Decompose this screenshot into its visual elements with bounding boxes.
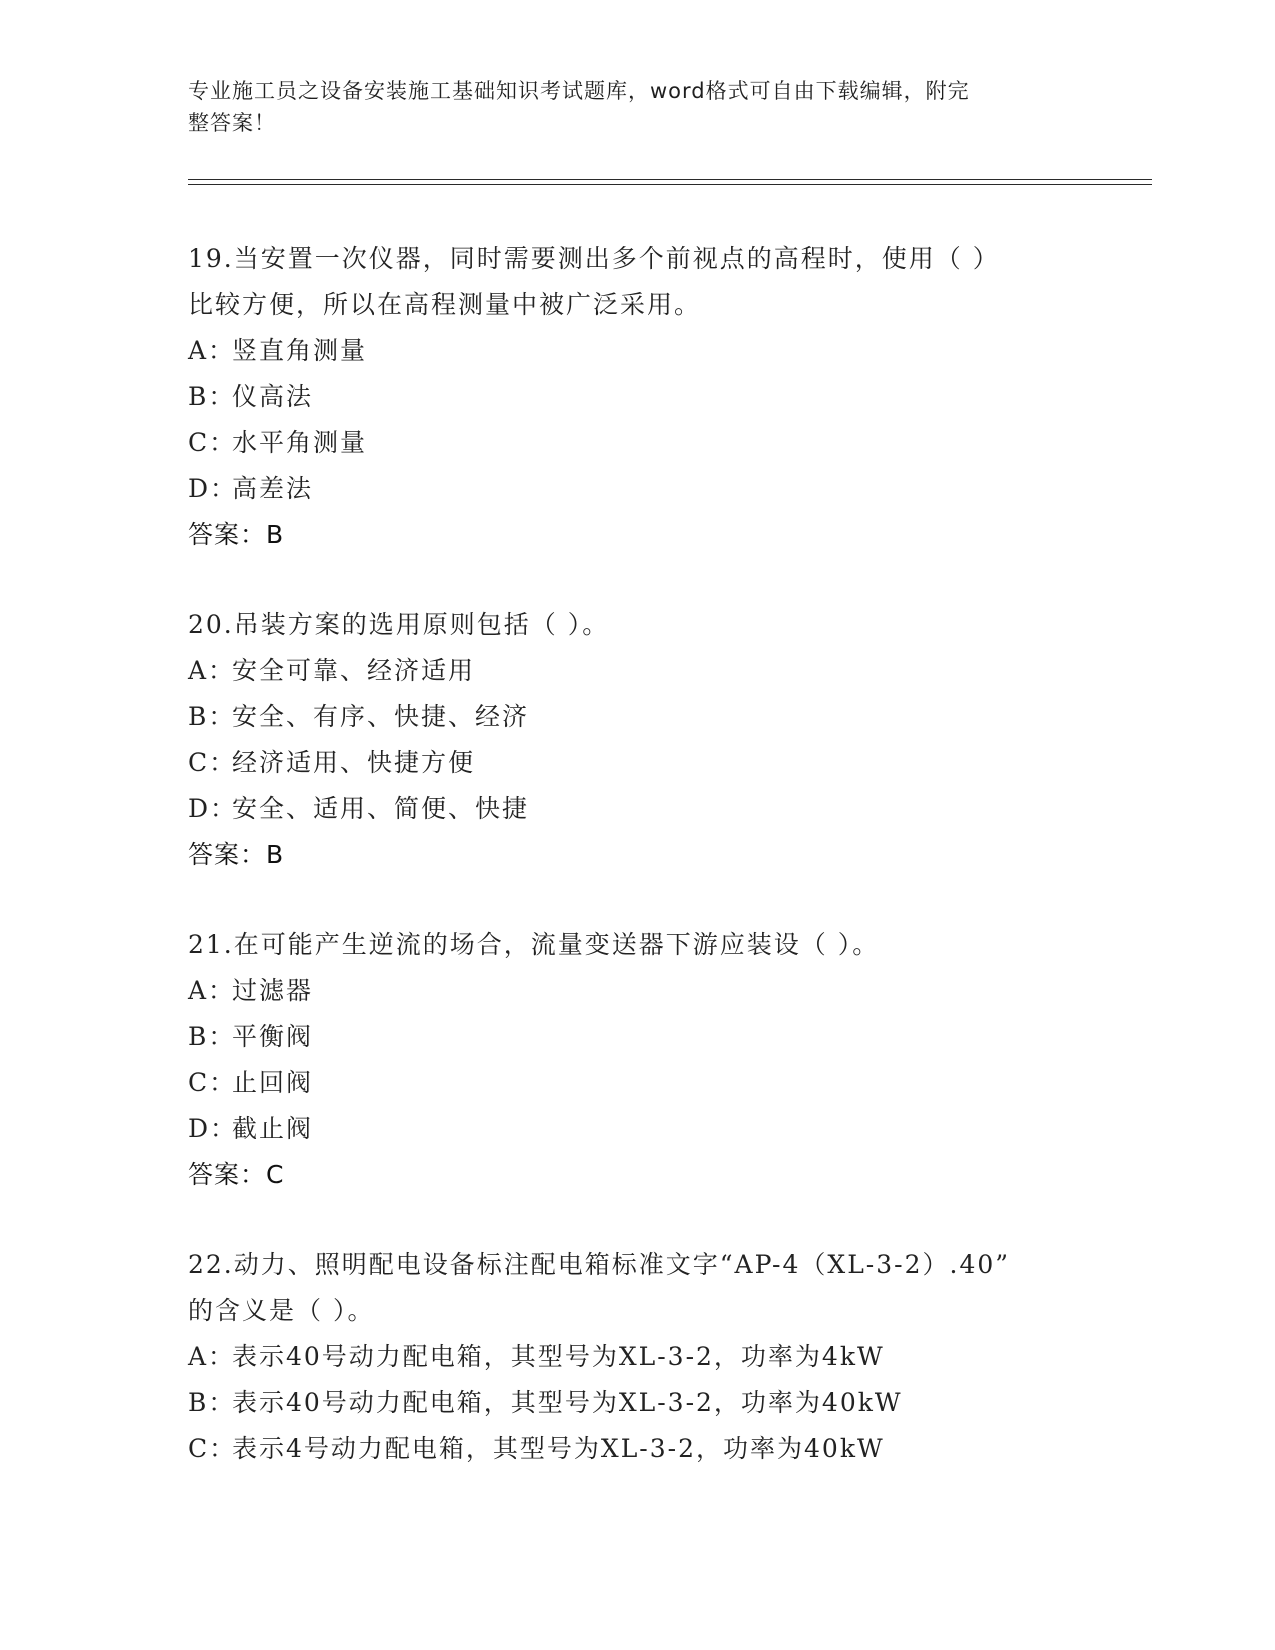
question-list	[188, 236, 1088, 1516]
option-a	[188, 968, 1088, 1014]
option-c	[188, 1426, 1088, 1472]
option-letter: D：	[188, 474, 238, 503]
stem-line: 20.吊装方案的选用原则包括（ ）。	[188, 610, 610, 639]
header-line-1: 专业施工员之设备安装施工基础知识考试题库，word格式可自由下载编辑，附完	[188, 79, 970, 103]
option-letter: B：	[188, 1022, 236, 1051]
option-b	[188, 1014, 1088, 1060]
option-letter: D：	[188, 1114, 238, 1143]
question-stem	[188, 602, 1088, 648]
answer-line: 答案：B	[188, 520, 285, 549]
option-a	[188, 328, 1088, 374]
option-d	[188, 786, 1088, 832]
header-divider-top	[188, 179, 1152, 180]
option-d	[188, 466, 1088, 512]
option-text: 止回阀	[232, 1068, 314, 1097]
question-21	[188, 922, 1088, 1198]
question-stem	[188, 236, 1088, 328]
option-a	[188, 648, 1088, 694]
option-letter: A：	[188, 656, 236, 685]
option-text: 经济适用、快捷方便	[232, 748, 476, 777]
option-text: 表示4号动力配电箱，其型号为XL-3-2，功率为40kW	[232, 1434, 885, 1463]
option-b	[188, 694, 1088, 740]
question-20	[188, 602, 1088, 878]
stem-line: 22.动力、照明配电设备标注配电箱标准文字“AP-4（XL-3-2）.40”	[188, 1250, 1011, 1279]
option-letter: A：	[188, 336, 236, 365]
option-text: 表示40号动力配电箱，其型号为XL-3-2，功率为4kW	[232, 1342, 885, 1371]
option-letter: C：	[188, 1068, 237, 1097]
option-b	[188, 1380, 1088, 1426]
option-letter: A：	[188, 976, 236, 1005]
option-c	[188, 420, 1088, 466]
question-19	[188, 236, 1088, 558]
stem-line: 比较方便，所以在高程测量中被广泛采用。	[188, 290, 702, 319]
option-text: 安全、有序、快捷、经济	[232, 702, 530, 731]
option-letter: A：	[188, 1342, 236, 1371]
option-text: 水平角测量	[232, 428, 368, 457]
question-stem	[188, 1242, 1088, 1334]
stem-line: 19.当安置一次仪器，同时需要测出多个前视点的高程时，使用（ ）	[188, 244, 1000, 273]
option-c	[188, 1060, 1088, 1106]
option-letter: C：	[188, 748, 237, 777]
question-22	[188, 1242, 1088, 1472]
question-stem	[188, 922, 1088, 968]
option-d	[188, 1106, 1088, 1152]
option-letter: B：	[188, 702, 236, 731]
option-letter: B：	[188, 382, 236, 411]
option-text: 仪高法	[232, 382, 314, 411]
document-header	[188, 75, 1068, 139]
option-letter: C：	[188, 1434, 237, 1463]
option-letter: B：	[188, 1388, 236, 1417]
stem-line: 的含义是（ ）。	[188, 1296, 375, 1325]
option-text: 截止阀	[232, 1114, 314, 1143]
option-letter: D：	[188, 794, 238, 823]
stem-line: 21.在可能产生逆流的场合，流量变送器下游应装设（ ）。	[188, 930, 880, 959]
answer-line: 答案：C	[188, 1160, 285, 1189]
answer-line: 答案：B	[188, 840, 285, 869]
option-text: 高差法	[232, 474, 314, 503]
header-line-2: 整答案！	[188, 111, 276, 135]
option-text: 竖直角测量	[232, 336, 368, 365]
option-b	[188, 374, 1088, 420]
option-text: 安全可靠、经济适用	[232, 656, 476, 685]
option-text: 表示40号动力配电箱，其型号为XL-3-2，功率为40kW	[232, 1388, 903, 1417]
header-divider-bottom	[188, 184, 1152, 185]
option-text: 安全、适用、简便、快捷	[232, 794, 530, 823]
option-c	[188, 740, 1088, 786]
option-a	[188, 1334, 1088, 1380]
option-text: 过滤器	[232, 976, 314, 1005]
option-letter: C：	[188, 428, 237, 457]
option-text: 平衡阀	[232, 1022, 314, 1051]
